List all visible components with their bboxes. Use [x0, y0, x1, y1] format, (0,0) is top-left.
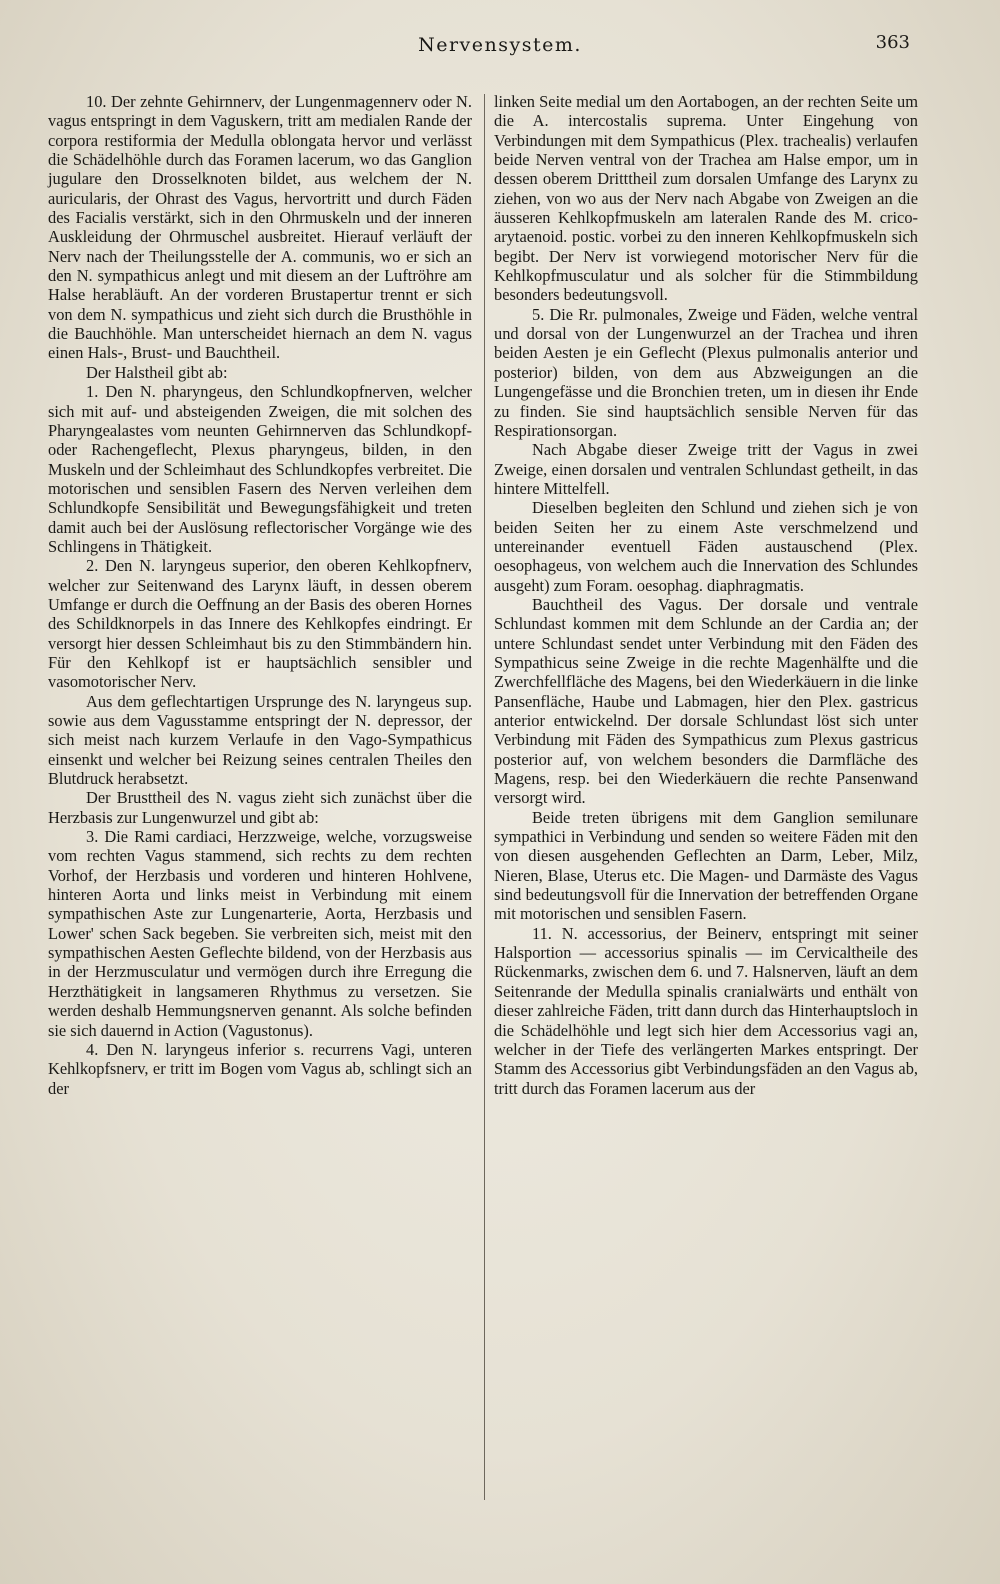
paragraph-pharyngeus: 1. Den N. pharyngeus, den Schlundkopfnerven, welcher sich mit auf- und absteigenden Zweigen, die mit solchen des Pharyngealastes vom neunten Gehirnnerven das Schlundkopf- oder Rachengeflecht, Plexus pharyngeus, bilden, in den Muskeln und der Schleimhaut des Schlundkopfes verbreitet. Die motorischen und sensiblen Fasern des Nerven verleihen dem Schlundkopfe Sensibilität und Bewegungsfähigkeit und treten damit auch bei der Auslösung reflectorischer Vorgänge wie des Schlingens in Thätigkeit.: [48, 382, 472, 556]
page-header: [0, 34, 1000, 66]
paragraph-accessorius: 11. N. accessorius, der Beinerv, entspringt mit seiner Halsportion — accessorius spinalis — im Cervicaltheile des Rückenmarks, zwischen dem 6. und 7. Halsnerven, läuft an dem Seitenrande der Medulla spinalis cranialwärts und enthält von dieser zahlreiche Fäden, tritt dann durch das Hinterhauptsloch in die Schädelhöhle und legt sich hier dem Accessorius vagi an, welcher in der Tiefe des verlängerten Markes entspringt. Der Stamm des Accessorius gibt Verbindungsfäden an den Vagus ab, tritt durch das Foramen lacerum aus der: [494, 923, 918, 1098]
page-number: 363: [875, 32, 910, 53]
column-divider: [484, 94, 485, 1500]
paragraph-ganglion-semilunare: Beide treten übrigens mit dem Ganglion semilunare sympathici in Verbindung und senden so weitere Fäden mit den von diesen ausgehenden Geflechten an Darm, Leber, Milz, Nieren, Blase, Uterus etc. Die Magen- und Darmäste des Vagus sind bedeutungsvoll für die Innervation der betreffenden Organe mit motorischen und sensiblen Fasern.: [494, 807, 918, 924]
paragraph-vagus-intro: 10. Der zehnte Gehirnnerv, der Lungenmagennerv oder N. vagus entspringt in dem Vaguskern, tritt am medialen Rande der corpora restiformia der Medulla oblongata hervor und verlässt die Schädelhöhle durch das Foramen lacerum, wo das Ganglion jugulare den Drosselknoten bildet, aus welchem der N. auricularis, der Ohrast des Vagus, hervortritt und durch Fäden des Facialis verstärkt, sich in den Ohrmuskeln und der inneren Auskleidung der Ohrmuschel ausbreitet. Hierauf verläuft der Nerv nach der Theilungsstelle der A. communis, wo er sich an den N. sympathicus anlegt und mit diesem an der Luftröhre am Halse herabläuft. An der vorderen Brustapertur trennt er sich von dem N. sympathicus und zieht sich durch die Brusthöhle in die Bauchhöhle. Man unterscheidet hiernach an dem N. vagus einen Hals-, Brust- und Bauchtheil.: [48, 92, 472, 363]
paragraph-depressor: Aus dem geflechtartigen Ursprunge des N. laryngeus sup. sowie aus dem Vagusstamme entspringt der N. depressor, der sich meist nach kurzem Verlaufe in den Vago-Sympathicus einsenkt und welcher bei Reizung seines centralen Theiles den Blutdruck herabsetzt.: [48, 691, 472, 789]
paragraph-laryngeus-superior: 2. Den N. laryngeus superior, den oberen Kehlkopfnerv, welcher zur Seitenwand des Larynx läuft, in dessen oberem Umfange er durch die Oeffnung an der Basis des oberen Hornes des Schildknorpels in das Innere des Kehlkopfes eindringt. Er versorgt hier dessen Schleimhaut bis zu den Stimmbändern hin. Für den Kehlkopf ist er hauptsächlich sensibler und vasomotorischer Nerv.: [48, 556, 472, 692]
right-column: [494, 92, 918, 1098]
paragraph-bauchtheil: Bauchtheil des Vagus. Der dorsale und ventrale Schlundast kommen mit dem Schlunde an der Cardia an; der untere Schlundast sendet unter Verbindung mit den Fäden des Sympathicus seine Zweige in die rechte Magenhälfte und die Zwerchfellfläche des Magens, bei den Wiederkäuern in die linke Pansenfläche, Haube und Labmagen, hier den Plex. gastricus anterior entwickelnd. Der dorsale Schlundast löst sich unter Verbindung mit Fäden des Sympathicus zum Plexus gastricus posterior auf, von welchem besonders die Darmfläche des Magens, resp. bei den Wiederkäuern die rechte Pansenwand versorgt wird.: [494, 594, 918, 808]
paragraph-halstheil-heading: Der Halstheil gibt ab:: [86, 362, 228, 382]
paragraph-laryngeus-inferior-continued: linken Seite medial um den Aortabogen, an der rechten Seite um die A. intercostalis suprema. Unter Eingehung von Verbindungen mit dem Sympathicus (Plex. trachealis) verlaufen beide Nerven ventral von der Trachea am Halse empor, um in dessen oberem Dritttheil zum dorsalen Umfange des Larynx zu ziehen, von wo aus der Nerv nach Abgabe von Zweigen an die äusseren Kehlkopfmuskeln am lateralen Rande des M. crico-arytaenoid. postic. vorbei zu den inneren Kehlkopfmuskeln sich begibt. Der Nerv ist vorwiegend motorischer Nerv für die Kehlkopfmusculatur und als solcher für die Stimmbildung besonders bedeutungsvoll.: [494, 92, 918, 305]
paragraph-schlundast: Nach Abgabe dieser Zweige tritt der Vagus in zwei Zweige, einen dorsalen und ventralen Schlundast getheilt, in das hintere Mittelfell.: [494, 440, 918, 498]
paragraph-plexus-oesophageus: Dieselben begleiten den Schlund und ziehen sich je von beiden Seiten her zu einem Aste verschmelzend und untereinander eventuell Fäden austauschend (Plex. oesophageus, von welchem auch die Innervation des Schlundes ausgeht) zum Foram. oesophag. diaphragmatis.: [494, 498, 918, 595]
paragraph-brusttheil-heading: Der Brusttheil des N. vagus zieht sich zunächst über die Herzbasis zur Lungenwurzel und gibt ab:: [48, 788, 472, 827]
left-column: [48, 92, 472, 1098]
paragraph-rami-cardiaci: 3. Die Rami cardiaci, Herzzweige, welche, vorzugsweise vom rechten Vagus stammend, sich rechts zu dem rechten Vorhof, der Herzbasis und vorderen und hinteren Hohlvene, hinteren Aorta und links meist in Verbindung mit einem sympathischen Aste zur Lungenarterie, Aorta, Herzbasis und Lower' schen Sack begeben. Sie verbreiten sich, meist mit den sympathischen Aesten Geflechte bildend, von der Herzbasis aus in der Herzmusculatur und vermögen durch ihre Erregung die Herzthätigkeit in langsameren Rhythmus zu versetzen. Sie werden deshalb Hemmungsnerven genannt. Als solche befinden sie sich dauernd in Action (Vagustonus).: [48, 827, 472, 1040]
paragraph-laryngeus-inferior: 4. Den N. laryngeus inferior s. recurrens Vagi, unteren Kehlkopfsnerv, er tritt im Bogen vom Vagus ab, schlingt sich an der: [48, 1039, 472, 1098]
paragraph-rr-pulmonales: 5. Die Rr. pulmonales, Zweige und Fäden, welche ventral und dorsal von der Lungenwurzel an der Trachea und ihren beiden Aesten je ein Geflecht (Plexus pulmonalis anterior und posterior) bilden, von dem aus Abzweigungen an die Lungengefässe und die Bronchien treten, um in diesen ihr Ende zu finden. Sie sind hauptsächlich sensible Nerven für das Respirationsorgan.: [494, 304, 918, 440]
running-head: Nervensystem.: [418, 34, 582, 56]
